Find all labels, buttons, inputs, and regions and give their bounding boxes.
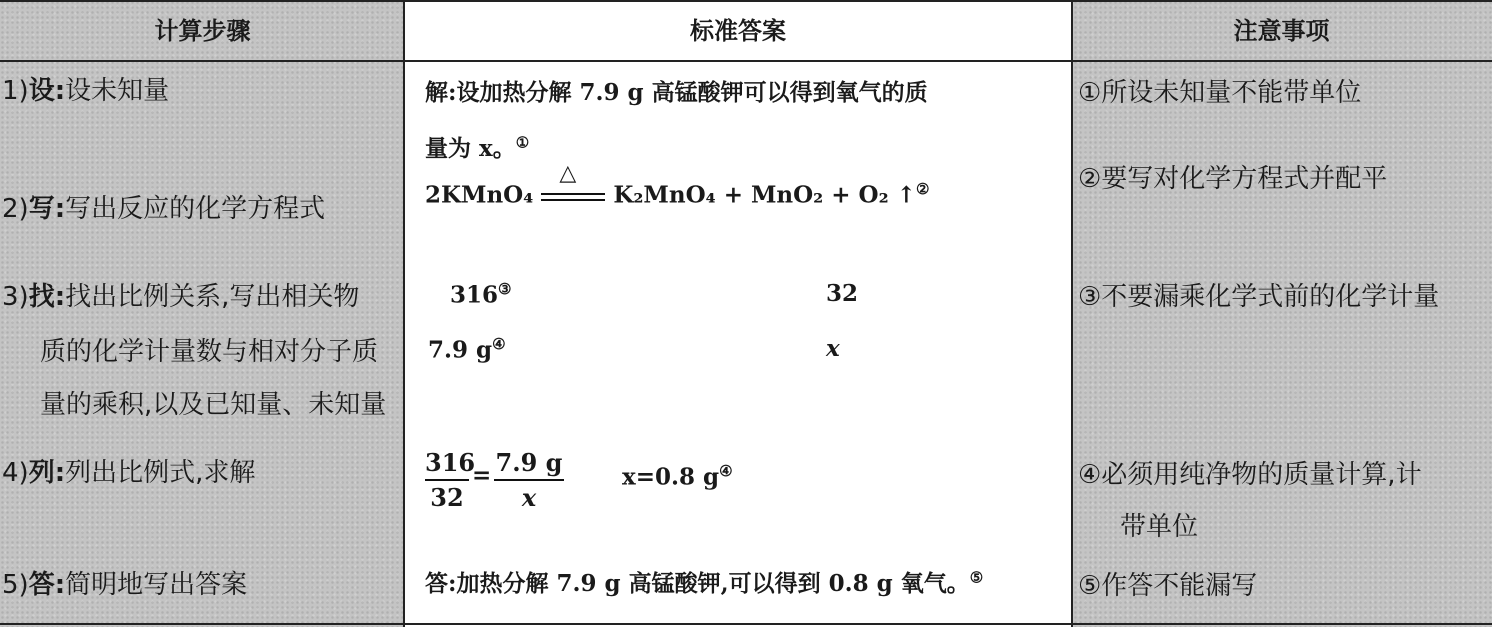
step-3-line-3: 量的乘积,以及已知量、未知量 <box>40 390 387 420</box>
heat-condition-arrow <box>541 160 605 207</box>
header-notes: 注意事项 <box>1233 17 1330 45</box>
step-4: 4)列:列出比例式,求解 <box>2 458 256 488</box>
note-2: ②要写对化学方程式并配平 <box>1078 164 1388 194</box>
step-2: 2)写:写出反应的化学方程式 <box>2 194 326 224</box>
header-divider <box>0 60 1492 62</box>
note-3: ③不要漏乘化学式前的化学计量 <box>1078 282 1440 312</box>
given-mass-left: 7.9 g④ <box>428 335 506 364</box>
unknown-right: x <box>826 335 840 362</box>
table-top-border <box>0 0 1492 2</box>
answer-setup-line-1: 解:设加热分解 7.9 g 高锰酸钾可以得到氧气的质 <box>425 79 928 106</box>
step-1: 1)设:设未知量 <box>2 76 170 106</box>
heat-triangle-icon: △ <box>559 160 577 186</box>
ratio-fraction-2: 7.9 g x <box>495 448 563 512</box>
answer-setup-line-2: 量为 x。① <box>425 133 530 162</box>
step-5: 5)答:简明地写出答案 <box>2 570 248 600</box>
note-1: ①所设未知量不能带单位 <box>1078 78 1362 108</box>
step-3-line-2: 质的化学计量数与相对分子质 <box>40 337 379 367</box>
header-steps: 计算步骤 <box>154 17 251 45</box>
step-3: 3)找:找出比例关系,写出相关物 <box>2 282 360 312</box>
molar-mass-left: 316③ <box>450 280 512 309</box>
final-answer: 答:加热分解 7.9 g 高锰酸钾,可以得到 0.8 g 氧气。⑤ <box>425 568 984 597</box>
note-4-continued: 带单位 <box>1120 512 1199 542</box>
ratio-equals: = <box>472 462 492 489</box>
note-4: ④必须用纯净物的质量计算,计 <box>1078 460 1422 490</box>
molar-mass-right: 32 <box>826 280 859 307</box>
ratio-fraction-1: 316 32 <box>425 448 476 512</box>
table-bottom-border <box>0 623 1492 625</box>
note-5: ⑤作答不能漏写 <box>1078 571 1258 601</box>
solution-result: x=0.8 g④ <box>622 462 733 491</box>
chemical-equation: 2KMnO₄ △ K₂MnO₄ + MnO₂ + O₂ ↑② <box>425 160 930 209</box>
header-answer: 标准答案 <box>690 17 786 45</box>
